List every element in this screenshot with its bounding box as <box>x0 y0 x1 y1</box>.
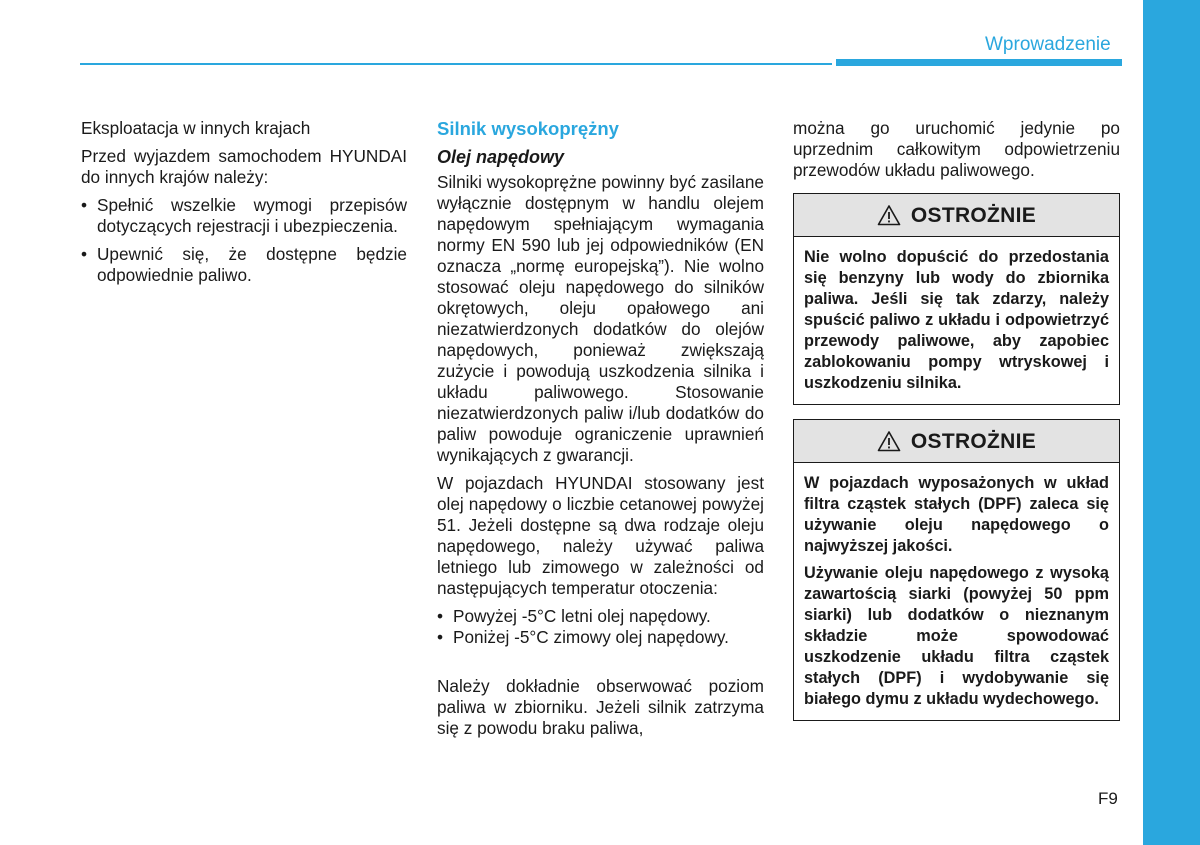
col1-intro: Przed wyjazdem samochodem HYUNDAI do innych krajów należy: <box>81 146 407 187</box>
caution-title: OSTROŻNIE <box>910 429 1037 453</box>
sub-heading: Olej napędowy <box>437 147 565 167</box>
list-item: • Spełnić wszelkie wymogi przepisów dotyczących rejestracji i ubezpieczenia. <box>81 195 407 237</box>
list-item: • Powyżej -5°C letni olej napędowy. <box>437 606 764 627</box>
caution-text-2: Używanie oleju napędowego z wysoką zawartością siarki (powyżej 50 ppm siarki) lub dodatków o nieznanym składzie może spowodować uszkodzenie układu filtra cząstek stałych (DPF) i wydobywanie się białego dymu z układu wydechowego. <box>804 564 1109 708</box>
list-item: • Upewnić się, że dostępne będzie odpowiednie paliwo. <box>81 244 407 286</box>
col3-continuation: można go uruchomić jedynie po uprzednim całkowitym odpowietrzeniu przewodów układu paliwowego. <box>793 118 1120 180</box>
list-item: • Poniżej -5°C zimowy olej napędowy. <box>437 627 764 648</box>
header-rule-accent <box>836 59 1122 66</box>
caution-box-2 <box>793 419 1120 721</box>
chapter-side-tab <box>1143 0 1200 845</box>
caution-text: Nie wolno dopuścić do przedostania się benzyny lub wody do zbiornika paliwa. Jeśli się tak zdarzy, należy spuścić paliwo z układu i odpowietrzyć przewody paliwowe, aby zapobiec zablokowaniu pompy wtryskowej i uszkodzeniu silnika. <box>804 248 1109 392</box>
col2-paragraph-2: W pojazdach HYUNDAI stosowany jest olej napędowy o liczbie cetanowej powyżej 51. Jeżeli dostępne są dwa rodzaje oleju napędowego, należy używać paliwa letniego lub zimowego w zależności od następujących temperatur otoczenia: <box>437 473 764 598</box>
col2-paragraph-3: Należy dokładnie obserwować poziom paliwa w zbiorniku. Jeżeli silnik zatrzyma się z powodu braku paliwa, <box>437 676 764 738</box>
caution-header <box>794 420 1119 463</box>
col1-bullet-list <box>81 195 407 286</box>
section-heading: Silnik wysokoprężny <box>437 118 619 139</box>
section-title: Wprowadzenie <box>985 34 1111 55</box>
spacer <box>437 655 764 676</box>
caution-body <box>794 463 1119 720</box>
page-number: F9 <box>1098 789 1118 808</box>
column-3 <box>793 118 1120 721</box>
caution-box-1 <box>793 193 1120 405</box>
header-rule <box>80 63 832 65</box>
caution-body <box>794 237 1119 404</box>
col1-heading: Eksploatacja w innych krajach <box>81 118 311 138</box>
caution-text-1: W pojazdach wyposażonych w układ filtra cząstek stałych (DPF) zaleca się używanie oleju napędowego o najwyższej jakości. <box>804 474 1109 555</box>
col2-bullet-list <box>437 606 764 648</box>
column-1 <box>81 118 407 293</box>
caution-title: OSTROŻNIE <box>910 203 1037 227</box>
column-2 <box>437 118 764 746</box>
warning-triangle-icon <box>877 430 901 452</box>
caution-header <box>794 194 1119 237</box>
col2-paragraph-1: Silniki wysokoprężne powinny być zasilane wyłącznie dostępnym w handlu olejem napędowym spełniającym wymagania normy EN 590 lub jej odpowiedników (EN oznacza „normę europejską”). Nie wolno stosować oleju napędowego do silników okrętowych, oleju opałowego ani niezatwierdzonych dodatków do olejów napędowych, ponieważ zwiększają zużycie i powodują uszkodzenia silnika i układu paliwowego. Stosowanie niezatwierdzonych paliw i/lub dodatków do paliw powoduje ograniczenie uprawnień wynikających z gwarancji. <box>437 172 764 465</box>
warning-triangle-icon <box>877 204 901 226</box>
